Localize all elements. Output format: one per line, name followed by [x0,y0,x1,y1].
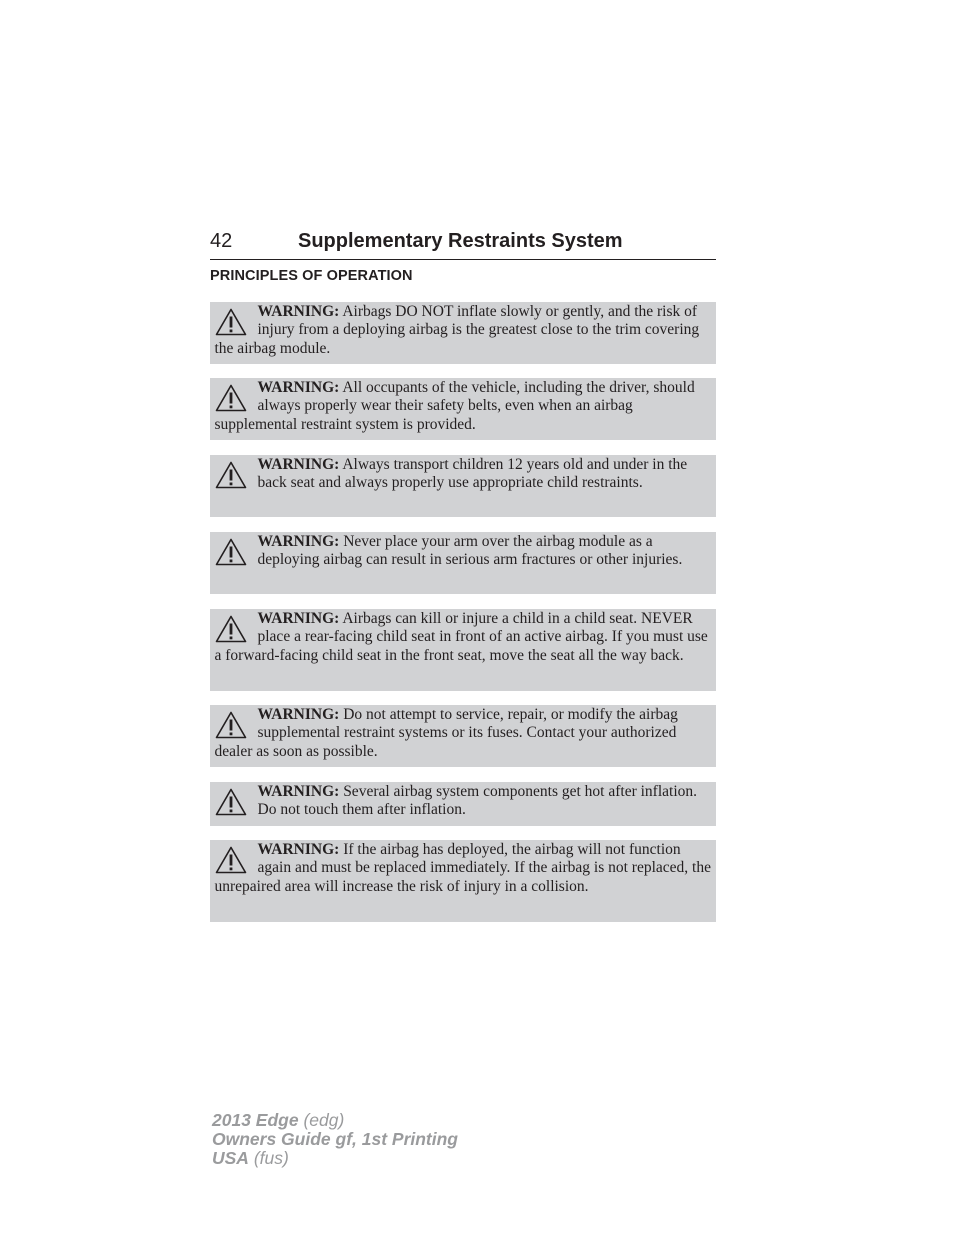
warning-box [210,378,716,440]
warning-label: WARNING: [257,455,340,473]
warning-label: WARNING: [257,302,340,320]
warning-label: WARNING: [257,378,340,396]
warning-box [210,705,716,767]
warning-triangle-icon [215,846,247,874]
warning-text [215,302,713,359]
warning-label: WARNING: [257,705,340,723]
footer-guide: Owners Guide gf, 1st Printing [212,1129,458,1149]
page-header [210,229,716,260]
warning-body: Airbags can kill or injure a child in a child seat. NEVER place a rear-facing child seat in front of an active airbag. If you must use a forward-facing child seat in the front seat, move the seat all the way back. [214,609,708,665]
warning-body: Airbags DO NOT inflate slowly or gently, and the risk of injury from a deploying airbag is the greatest close to the trim covering the airbag module. [214,302,700,358]
warning-body: Do not attempt to service, repair, or modify the airbag supplemental restraint systems or its fuses. Contact your authorized dealer as soon as possible. [214,705,678,761]
footer-line-guide [212,1130,458,1149]
warning-box [210,455,716,517]
warning-box [210,302,716,364]
warning-box [210,782,716,826]
warning-box [210,840,716,922]
warning-triangle-icon [215,538,247,566]
warning-box [210,609,716,691]
warning-triangle-icon [215,384,247,412]
warning-label: WARNING: [257,782,340,800]
footer-market: USA [212,1148,249,1168]
page-number: 42 [210,230,233,252]
warning-body: Several airbag system components get hot after inflation. Do not touch them after inflation. [257,782,698,819]
footer-line-market [212,1149,458,1168]
warning-label: WARNING: [257,609,340,627]
warning-text [215,532,713,570]
warning-text [215,705,713,762]
warning-body: Always transport children 12 years old and under in the back seat and always properly use appropriate child restraints. [257,455,688,492]
warning-triangle-icon [215,711,247,739]
warning-text [215,782,713,820]
warning-label: WARNING: [257,532,340,550]
footer-model-code: (edg) [303,1110,345,1130]
warning-box [210,532,716,594]
warning-text [215,840,713,897]
warning-body: All occupants of the vehicle, including the driver, should always properly wear their safety belts, even when an airbag supplemental restraint system is provided. [214,378,695,434]
warning-text [215,609,713,666]
warning-triangle-icon [215,788,247,816]
warning-label: WARNING: [257,840,340,858]
warning-text [215,378,713,435]
warning-text [215,455,713,493]
footer-line-model [212,1111,458,1130]
footer [212,1111,458,1168]
warning-body: If the airbag has deployed, the airbag will not function again and must be replaced immediately. If the airbag is not replaced, the unrepaired area will increase the risk of injury in a collision. [214,840,711,896]
footer-model: 2013 Edge [212,1110,299,1130]
warning-triangle-icon [215,308,247,336]
warning-triangle-icon [215,615,247,643]
section-title: PRINCIPLES OF OPERATION [210,268,413,284]
footer-market-code: (fus) [253,1148,289,1168]
warning-triangle-icon [215,461,247,489]
chapter-title: Supplementary Restraints System [298,230,623,252]
warning-body: Never place your arm over the airbag module as a deploying airbag can result in serious arm fractures or other injuries. [257,532,683,569]
